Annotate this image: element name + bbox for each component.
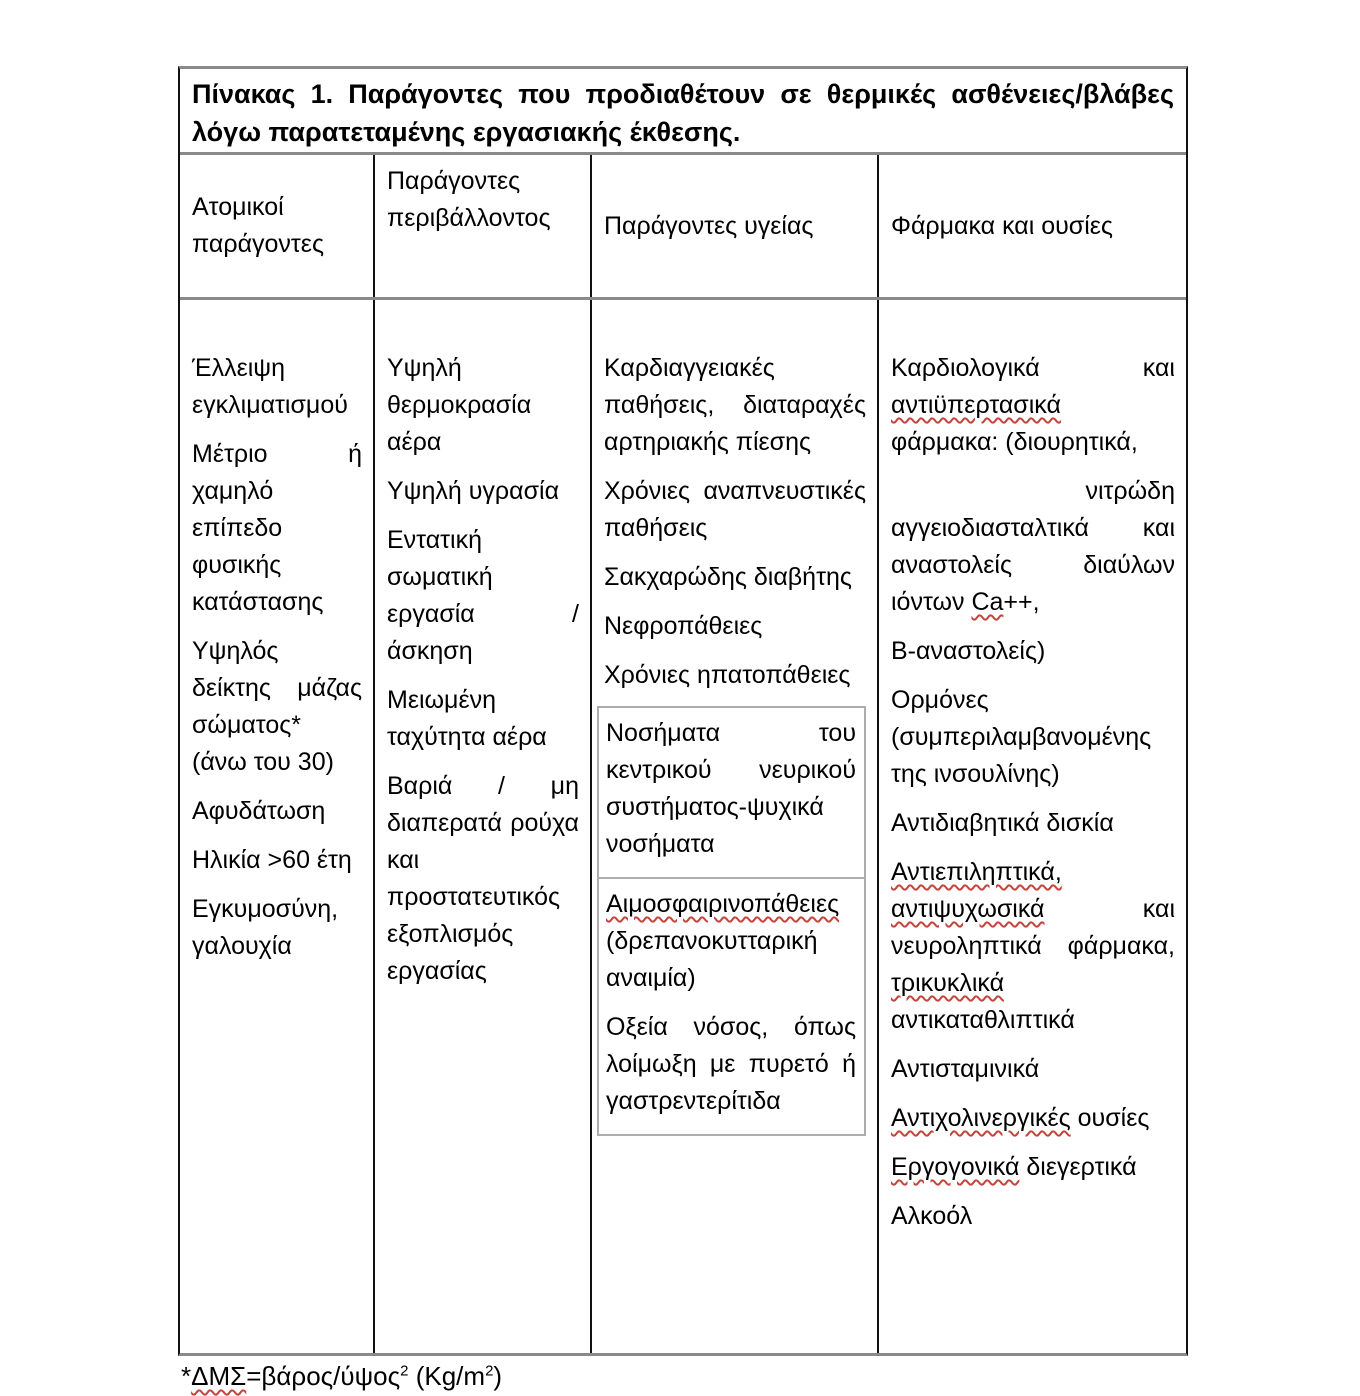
table-header-row [180, 155, 1186, 300]
paragraph [192, 842, 362, 879]
text-segment: Αφυδάτωση [192, 797, 326, 825]
column-drugs-and-substances [879, 300, 1186, 1353]
column-header-health-factors [592, 155, 879, 297]
superscript: 2 [485, 1362, 494, 1380]
text-segment: Υψηλός δείκτης μάζας σώματος* (άνω του 30) [192, 637, 362, 776]
text-segment: Εγκυμοσύνη, γαλουχία [192, 895, 339, 960]
paragraph [891, 1100, 1175, 1137]
paragraph [387, 682, 579, 756]
table-body-row [180, 300, 1186, 1353]
paragraph [604, 657, 866, 694]
text-segment: διεγερτικά [1019, 1153, 1137, 1181]
paragraph [192, 891, 362, 965]
paragraph [387, 350, 579, 461]
column-header-label: Παράγοντες υγείας [604, 211, 814, 240]
column-health-factors [592, 300, 879, 1353]
text-segment: Καρδιαγγειακές παθήσεις, διαταραχές αρτηριακής πίεσης [604, 354, 866, 456]
paragraph [192, 350, 362, 424]
column-header-label: Ατομικοί παράγοντες [192, 193, 324, 258]
text-segment: Ηλικία >60 έτη [192, 846, 352, 874]
text-segment: Υψηλή θερμοκρασία αέρα [387, 354, 532, 456]
text-segment: Υψηλή υγρασία [387, 477, 560, 505]
column-environmental-factors [375, 300, 592, 1353]
text-segment: Βαριά / μη διαπερατά ρούχα και προστατευτικός εξοπλισμός εργασίας [387, 772, 579, 985]
text-segment: και νευροληπτικά φάρμακα, [891, 895, 1175, 960]
paragraph [387, 768, 579, 990]
paragraph [604, 350, 866, 461]
text-segment: ++, [1003, 588, 1040, 616]
paragraph [891, 1149, 1175, 1186]
footnote [181, 1358, 502, 1394]
paragraph [891, 805, 1175, 842]
paragraph [891, 1051, 1175, 1088]
paragraph [604, 608, 866, 645]
superscript: 2 [400, 1362, 409, 1380]
text-segment: (Kg/m [408, 1361, 486, 1391]
text-box [597, 877, 866, 1136]
text-segment: Νοσήματα του κεντρικού νευρικού συστήματος-ψυχικά νοσήματα [606, 719, 856, 858]
text-segment: Μέτριο ή χαμηλό επίπεδο φυσικής κατάστασης [192, 440, 362, 616]
paragraph [891, 510, 1175, 621]
paragraph [604, 559, 866, 596]
paragraph [891, 1198, 1175, 1235]
column-individual-factors [180, 300, 375, 1353]
paragraph [192, 633, 362, 781]
text-segment: Οξεία νόσος, όπως λοίμωξη με πυρετό ή γαστρεντερίτιδα [606, 1013, 856, 1115]
paragraph [891, 682, 1175, 793]
paragraph [891, 473, 1175, 510]
text-segment: φάρμακα: (διουρητικά, [891, 428, 1138, 456]
misspelled-word: Ca [971, 588, 1004, 616]
misspelled-word: αντιϋπερτασικά [891, 391, 1061, 419]
paragraph [604, 473, 866, 547]
misspelled-word: Αντιεπιληπτικά, [891, 858, 1062, 886]
paragraph [606, 886, 856, 997]
text-segment: Σακχαρώδης διαβήτης [604, 563, 852, 591]
text-segment: Νεφροπάθειες [604, 612, 763, 640]
text-segment: Χρόνιες αναπνευστικές παθήσεις [604, 477, 866, 542]
text-segment: Καρδιολογικά και [891, 354, 1175, 382]
text-segment: Εντατική σωματική εργασία / άσκηση [387, 526, 579, 665]
column-header-label: Παράγοντες περιβάλλοντος [387, 167, 551, 232]
text-segment: Έλλειψη εγκλιματισμού [192, 354, 348, 419]
misspelled-word: Αιμοσφαιρινοπάθειες [606, 890, 840, 918]
paragraph [192, 436, 362, 621]
text-segment: ουσίες [1070, 1104, 1150, 1132]
misspelled-word: τρικυκλικά [891, 969, 1005, 997]
misspelled-word: αντιψυχωσικά [891, 895, 1045, 923]
paragraph [192, 793, 362, 830]
text-segment: ) [493, 1361, 503, 1391]
text-segment: νιτρώδη [1085, 477, 1175, 505]
text-segment: Μειωμένη ταχύτητα αέρα [387, 686, 547, 751]
text-segment: Β-αναστολείς) [891, 637, 1046, 665]
paragraph [387, 473, 579, 510]
table-title: Πίνακας 1. Παράγοντες που προδιαθέτουν σε θερμικές ασθένειες/βλάβες λόγω παρατεταμένης εργασιακής έκθεσης. [180, 69, 1186, 155]
paragraph [891, 854, 1175, 1039]
table-1 [178, 66, 1188, 1356]
text-segment: Χρόνιες ηπατοπάθειες [604, 661, 851, 689]
paragraph [606, 1009, 856, 1120]
text-segment: * [181, 1361, 192, 1391]
column-header-environmental-factors [375, 155, 592, 297]
paragraph [387, 522, 579, 670]
text-segment: Ορμόνες (συμπεριλαμβανομένης της ινσουλίνης) [891, 686, 1152, 788]
column-header-label: Φάρμακα και ουσίες [891, 211, 1113, 240]
paragraph [606, 715, 856, 863]
text-segment: Αντισταμινικά [891, 1055, 1040, 1083]
text-segment: αγγειοδιασταλτικά και αναστολείς διαύλων ιόντων [891, 514, 1175, 616]
text-box [597, 706, 866, 879]
misspelled-word: Εργογονικά [891, 1153, 1020, 1181]
text-segment: Αλκοόλ [891, 1202, 973, 1230]
misspelled-word: ΔΜΣ [191, 1361, 247, 1391]
column-header-individual-factors [180, 155, 375, 297]
column-header-drugs-and-substances [879, 155, 1186, 297]
text-segment: Αντιδιαβητικά δισκία [891, 809, 1114, 837]
text-segment: =βάρος/ύψος [246, 1361, 401, 1391]
misspelled-word: Αντιχολινεργικές [891, 1104, 1071, 1132]
text-segment: (δρεπανοκυτταρική αναιμία) [606, 927, 818, 992]
paragraph [891, 633, 1175, 670]
paragraph [891, 350, 1175, 461]
text-segment: αντικαταθλιπτικά [891, 1006, 1075, 1034]
